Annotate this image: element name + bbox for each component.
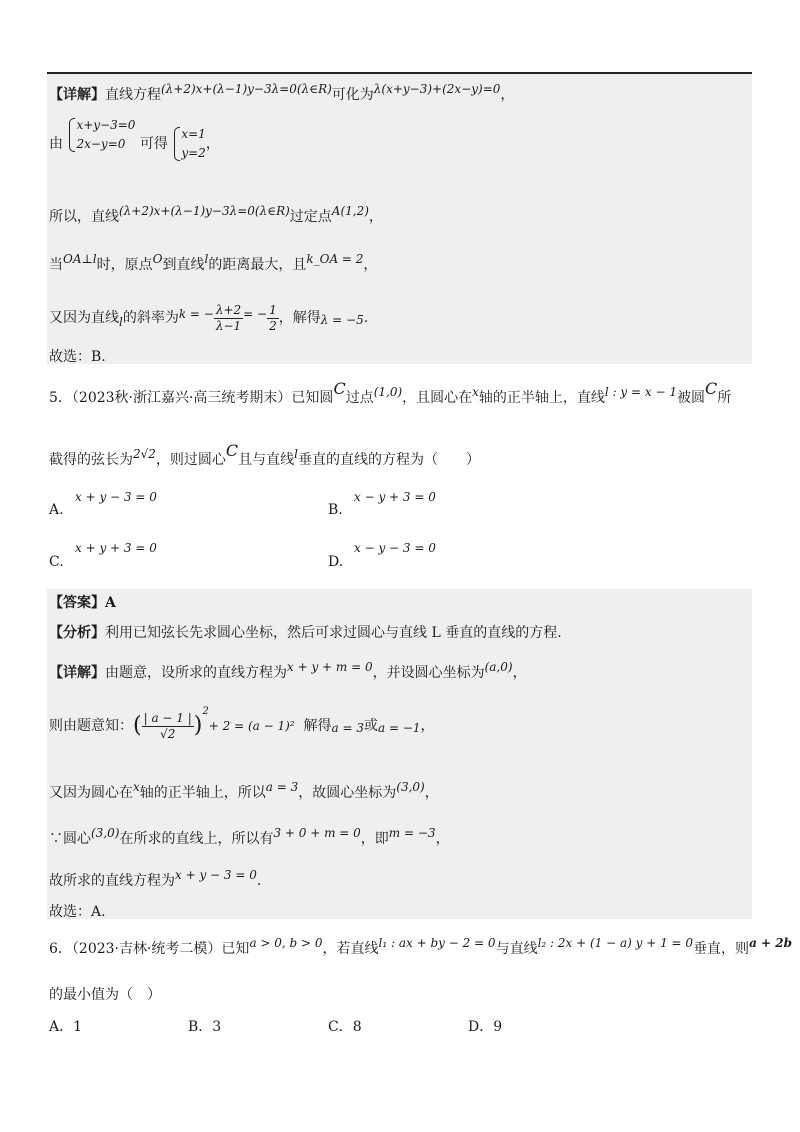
fraction: $\frac{1}{2}$ xyxy=(269,302,277,333)
q6-option-b[interactable]: B．3 xyxy=(188,1019,222,1035)
equation-system: x=1 y=2 xyxy=(172,125,205,163)
q6-option-c[interactable]: C．8 xyxy=(328,1019,362,1035)
fraction: $\frac{| a - 1 |}{√2}$ xyxy=(143,710,192,741)
point: A(1,2) xyxy=(331,204,369,218)
q5-stem-line2: 截得的弦长为2√2，则过圆心C且与直线l垂直的直线的方程为（ ） xyxy=(49,441,481,468)
q5-detail-line3: 又因为圆心在x轴的正半轴上，所以a = 3，故圆心坐标为(3,0)， xyxy=(49,780,439,801)
q4-slope-line: 又因为直线l的斜率为k = − $\frac{\lambda+2}{\lambda-1}$ = − $\frac{1}{2}$ ，解得λ = −5. xyxy=(49,302,369,333)
q5-choice: 故选：A. xyxy=(49,904,106,920)
q4-detail-line: 【详解】直线方程(λ+2)x+(λ−1)y−3λ=0(λ∈R)可化为λ(x+y−3)+(2x−y)=0， xyxy=(49,82,515,103)
q5-option-b[interactable]: B. xyxy=(328,502,343,518)
equation: (λ+2)x+(λ−1)y−3λ=0(λ∈R) xyxy=(161,82,332,96)
q4-fixed-point-line: 所以，直线(λ+2)x+(λ−1)y−3λ=0(λ∈R)过定点A(1,2)， xyxy=(49,204,383,225)
q5-option-b-eq: x − y + 3 = 0 xyxy=(354,490,436,504)
q5-detail-line1: 【详解】由题意，设所求的直线方程为x + y + m = 0，并设圆心坐标为(a,0)， xyxy=(49,660,527,681)
q5-answer: 【答案】A xyxy=(49,595,116,611)
q6-option-a[interactable]: A．1 xyxy=(49,1019,83,1035)
q6-option-d[interactable]: D．9 xyxy=(468,1019,503,1035)
q6-stem-line2: 的最小值为（ ） xyxy=(49,987,161,1003)
q4-choice: 故选：B. xyxy=(49,349,106,365)
equation: λ(x+y−3)+(2x−y)=0 xyxy=(373,82,501,96)
q5-option-a[interactable]: A. xyxy=(49,502,64,518)
q4-system-line: 由 x+y−3=0 2x−y=0 可得 x=1 y=2， xyxy=(49,124,220,164)
q5-option-d-eq: x − y − 3 = 0 xyxy=(354,541,436,555)
detail-label: 【详解】 xyxy=(49,87,105,103)
q5-option-c[interactable]: C. xyxy=(49,554,64,570)
q5-option-a-eq: x + y − 3 = 0 xyxy=(75,490,157,504)
q5-option-c-eq: x + y + 3 = 0 xyxy=(75,541,157,555)
fraction: $\frac{\lambda+2}{\lambda-1}$ xyxy=(215,302,242,333)
q5-detail-line5: 故所求的直线方程为x + y − 3 = 0. xyxy=(49,868,262,889)
q5-stem-line1: 5．（2023秋·浙江嘉兴·高三统考期末）已知圆C过点(1,0)，且圆心在x轴的正半轴上，直线l : y = x − 1被圆C所 xyxy=(49,379,732,406)
q5-option-d[interactable]: D. xyxy=(328,554,344,570)
q5-detail-line2: 则由题意知：( $\frac{| a - 1 |}{√2}$ )$^2$+ 2 = (a − 1)² 解得a = 3或a = −1， xyxy=(49,706,435,741)
q6-stem-line1: 6．（2023·吉林·统考二模）已知a > 0, b > 0，若直线l₁ : ax + by − 2 = 0与直线l₂ : 2x + (1 − a) y + 1 = 0垂直，则a + 2b xyxy=(49,936,792,957)
equation-system: x+y−3=0 2x−y=0 xyxy=(67,116,135,154)
q4-perpendicular-line: 当OA⊥l时，原点O到直线l的距离最大，且k_OA = 2， xyxy=(49,252,378,273)
equation: (λ+2)x+(λ−1)y−3λ=0(λ∈R) xyxy=(119,204,290,218)
q5-analysis: 【分析】利用已知弦长先求圆心坐标，然后可求过圆心与直线 L 垂直的直线的方程. xyxy=(49,625,562,641)
q5-detail-line4: ∵圆心(3,0)在所求的直线上，所以有3 + 0 + m = 0，即m = −3， xyxy=(49,826,450,847)
